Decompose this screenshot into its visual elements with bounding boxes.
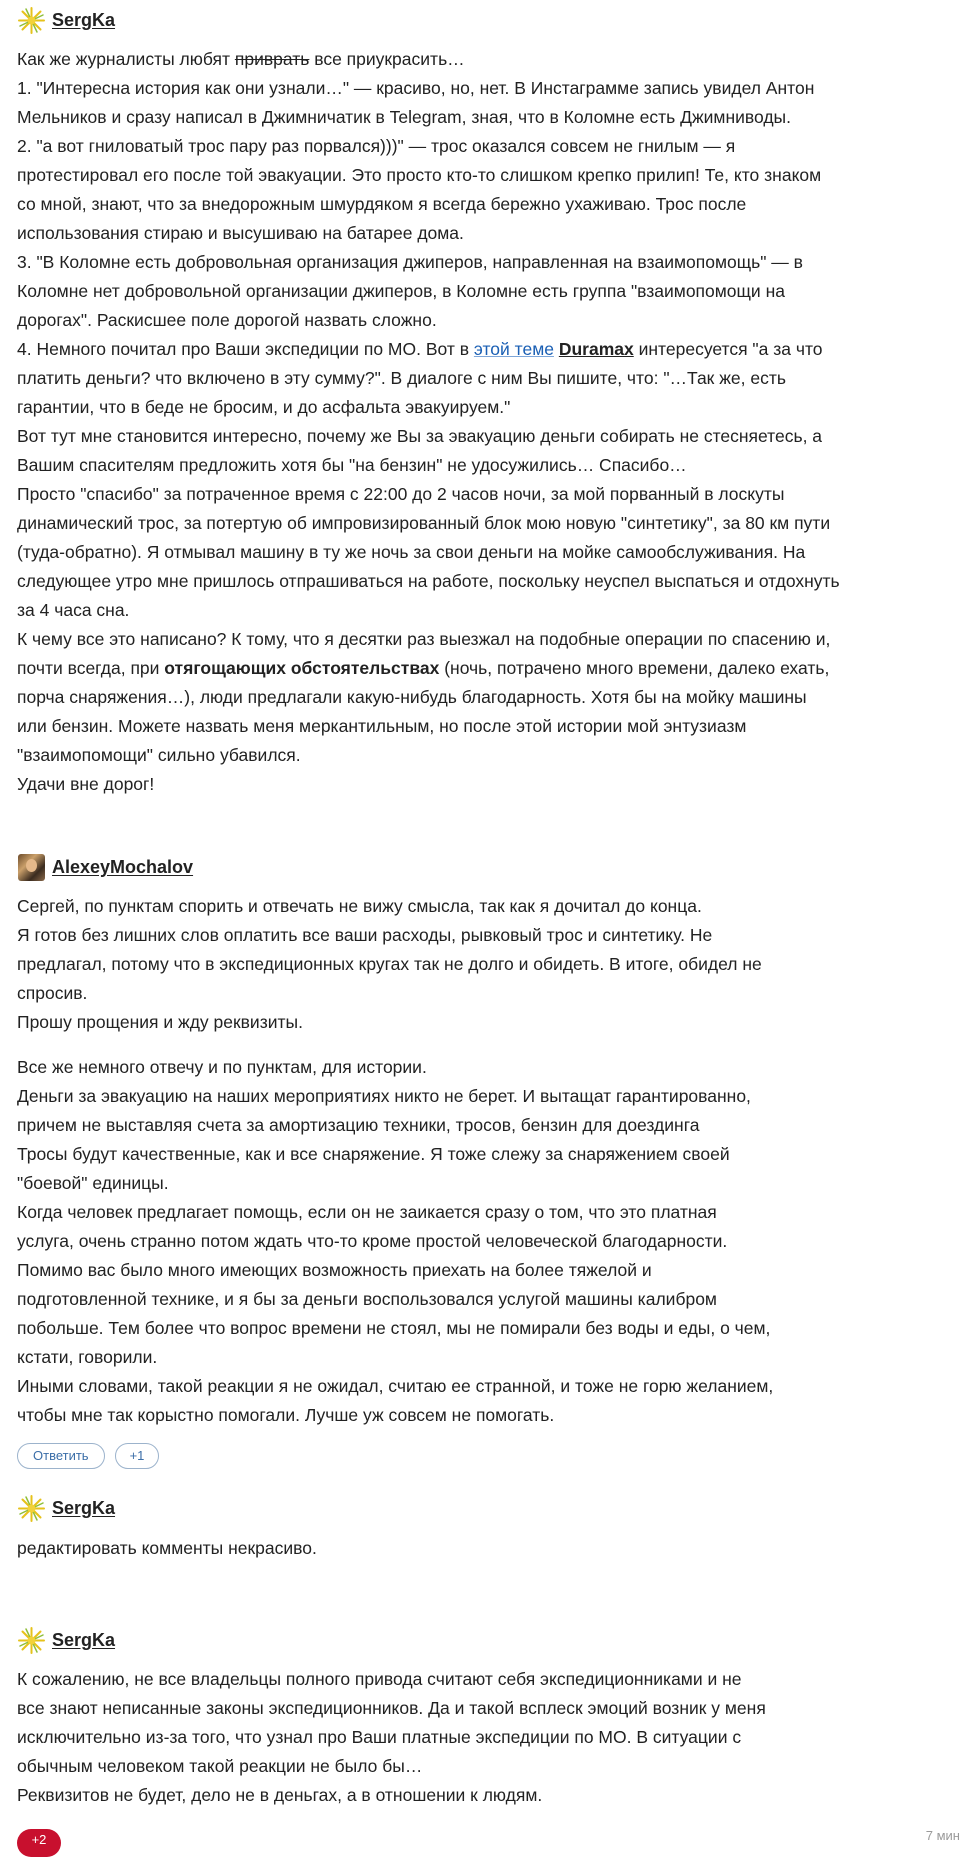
sun-avatar-icon <box>17 1494 46 1523</box>
user-photo-icon <box>18 854 45 881</box>
text-line: К чему все это написано? К тому, что я десятки раз выезжал на подобные операции по спасению и, <box>17 629 831 649</box>
text-line: Сергей, по пунктам спорить и отвечать не вижу смысла, так как я дочитал до конца. <box>17 896 702 916</box>
avatar[interactable] <box>17 1494 46 1523</box>
text-line: 3. "В Коломне есть добровольная организация джиперов, направленная на взаимопомощь" — в <box>17 252 803 272</box>
text-line: Прошу прощения и жду реквизиты. <box>17 1012 303 1032</box>
text-line: за 4 часа сна. <box>17 600 130 620</box>
text-line: Когда человек предлагает помощь, если он не заикается сразу о том, что это платная <box>17 1202 717 1222</box>
plus-one-button[interactable]: +1 <box>115 1443 160 1469</box>
text-span: все приукрасить… <box>309 49 465 69</box>
text-line: Тросы будут качественные, как и все снаряжение. Я тоже слежу за снаряжением своей <box>17 1144 730 1164</box>
text-line: 1. "Интересна история как они узнали…" — красиво, но, нет. В Инстаграмме запись увидел Антон <box>17 78 815 98</box>
text-line: все знают неписанные законы экспедиционников. Да и такой всплеск эмоций возник у меня <box>17 1698 766 1718</box>
text-line: дорогах". Раскисшее поле дорогой назвать сложно. <box>17 310 437 330</box>
text-line: причем не выставляя счета за амортизацию техники, тросов, бензин для доездинга <box>17 1115 700 1135</box>
username[interactable]: SergKa <box>52 1629 116 1650</box>
inline-link[interactable]: Duramax <box>558 339 634 359</box>
sun-avatar-icon <box>17 1626 46 1655</box>
text-line <box>17 335 947 364</box>
text-line: Все же немного отвечу и по пунктам, для истории. <box>17 1057 427 1077</box>
text-line: спросив. <box>17 983 88 1003</box>
avatar[interactable] <box>17 1626 46 1655</box>
text-line: Просто "спасибо" за потраченное время с 22:00 до 2 часов ночи, за мой порванный в лоскуты <box>17 484 785 504</box>
score-badge: +2 <box>17 1829 61 1857</box>
text-line: Я готов без лишних слов оплатить все ваши расходы, рывковый трос и синтетику. Не <box>17 925 713 945</box>
avatar[interactable] <box>17 853 46 882</box>
text-line: платить деньги? что включено в эту сумму?". В диалоге с ним Вы пишите, что: "…Так же, есть <box>17 368 786 388</box>
text-line: протестировал его после той эвакуации. Это просто кто-то слишком крепко прилип! Те, кто знаком <box>17 165 822 185</box>
text-line: Мельников и сразу написал в Джимничатик в Telegram, зная, что в Коломне есть Джимниводы. <box>17 107 791 127</box>
text-line: (туда-обратно). Я отмывал машину в ту же ночь за свои деньги на мойке самообслуживания. На <box>17 542 806 562</box>
comment-header <box>17 1493 115 1523</box>
comment-header <box>17 5 115 35</box>
comment-header <box>17 852 193 882</box>
text-line: 2. "а вот гниловатый трос пару раз порвался)))" — трос оказался совсем не гнилым — я <box>17 136 736 156</box>
text-line: Иными словами, такой реакции я не ожидал, считаю ее странной, и тоже не горю желанием, <box>17 1376 774 1396</box>
text-line: Реквизитов не будет, дело не в деньгах, а в отношении к людям. <box>17 1785 543 1805</box>
sun-avatar-icon <box>17 6 46 35</box>
text-line: Вот тут мне становится интересно, почему же Вы за эвакуацию деньги собирать не стесняетесь, а <box>17 426 823 446</box>
comment-paragraph <box>17 1053 947 1430</box>
text-line: К сожалению, не все владельцы полного привода считают себя экспедиционниками и не <box>17 1669 742 1689</box>
text-span: интересуется "а за что <box>633 339 823 359</box>
text-line: Удачи вне дорог! <box>17 774 155 794</box>
text-line: предлагал, потому что в экспедиционных кругах так не долго и обидеть. В итоге, обидел не <box>17 954 762 974</box>
text-line <box>17 654 947 683</box>
text-line: или бензин. Можете назвать меня меркантильным, но после этой истории мой энтузиазм <box>17 716 747 736</box>
comment-paragraph <box>17 892 947 1037</box>
text-line: подготовленной технике, и я бы за деньги воспользовался услугой машины калибром <box>17 1289 717 1309</box>
text-span: отягощающих обстоятельствах <box>164 658 440 678</box>
comment-actions <box>17 1443 159 1469</box>
text-line: чтобы мне так корыстно помогали. Лучше уж совсем не помогать. <box>17 1405 555 1425</box>
comment-body <box>17 1534 947 1563</box>
text-line: гарантии, что в беде не бросим, и до асфальта эвакуируем." <box>17 397 511 417</box>
text-line: обычным человеком такой реакции не было бы… <box>17 1756 423 1776</box>
text-line: со мной, знают, что за внедорожным шмурдяком я всегда бережно ухаживаю. Трос после <box>17 194 747 214</box>
text-line: услуга, очень странно потом ждать что-то кроме простой человеческой благодарности. <box>17 1231 728 1251</box>
text-span: 4. Немного почитал про Ваши экспедиции по МО. Вот в <box>17 339 474 359</box>
text-span: (ночь, потрачено много времени, далеко ехать, <box>439 658 830 678</box>
text-line: редактировать комменты некрасиво. <box>17 1538 317 1558</box>
text-span: Как же журналисты любят <box>17 49 235 69</box>
username[interactable]: SergKa <box>52 9 116 30</box>
text-line: "взаимопомощи" сильно убавился. <box>17 745 301 765</box>
text-line: Коломне нет добровольной организации джиперов, в Коломне есть группа "взаимопомощи на <box>17 281 785 301</box>
text-line: динамический трос, за потертую об импровизированный блок мою новую "синтетику", за 80 км пути <box>17 513 831 533</box>
comment-body <box>17 45 947 799</box>
inline-link[interactable]: этой теме <box>473 339 554 359</box>
text-span: приврать <box>234 49 310 69</box>
text-line <box>17 45 947 74</box>
comment-body <box>17 1665 947 1810</box>
username[interactable]: SergKa <box>52 1497 116 1518</box>
avatar[interactable] <box>17 6 46 35</box>
text-line: побольше. Тем более что вопрос времени не стоял, мы не помирали без воды и еды, о чем, <box>17 1318 771 1338</box>
text-line: "боевой" единицы. <box>17 1173 169 1193</box>
text-line: порча снаряжения…), люди предлагали какую-нибудь благодарность. Хотя бы на мойку машины <box>17 687 807 707</box>
text-line: кстати, говорили. <box>17 1347 158 1367</box>
text-line: исключительно из-за того, что узнал про Ваши платные экспедиции по МО. В ситуации с <box>17 1727 742 1747</box>
text-line: следующее утро мне пришлось отпрашиваться на работе, поскольку неуспел выспаться и отдохнуть <box>17 571 840 591</box>
username[interactable]: AlexeyMochalov <box>52 856 194 877</box>
text-line: использования стираю и высушиваю на батарее дома. <box>17 223 464 243</box>
text-span: почти всегда, при <box>17 658 165 678</box>
timestamp: 7 мин <box>925 1828 960 1843</box>
text-line: Вашим спасителям предложить хотя бы "на бензин" не удосужились… Спасибо… <box>17 455 687 475</box>
comment-header <box>17 1625 115 1655</box>
text-line: Помимо вас было много имеющих возможность приехать на более тяжелой и <box>17 1260 652 1280</box>
text-line: Деньги за эвакуацию на наших мероприятиях никто не берет. И вытащат гарантированно, <box>17 1086 751 1106</box>
reply-button[interactable]: Ответить <box>17 1443 105 1469</box>
